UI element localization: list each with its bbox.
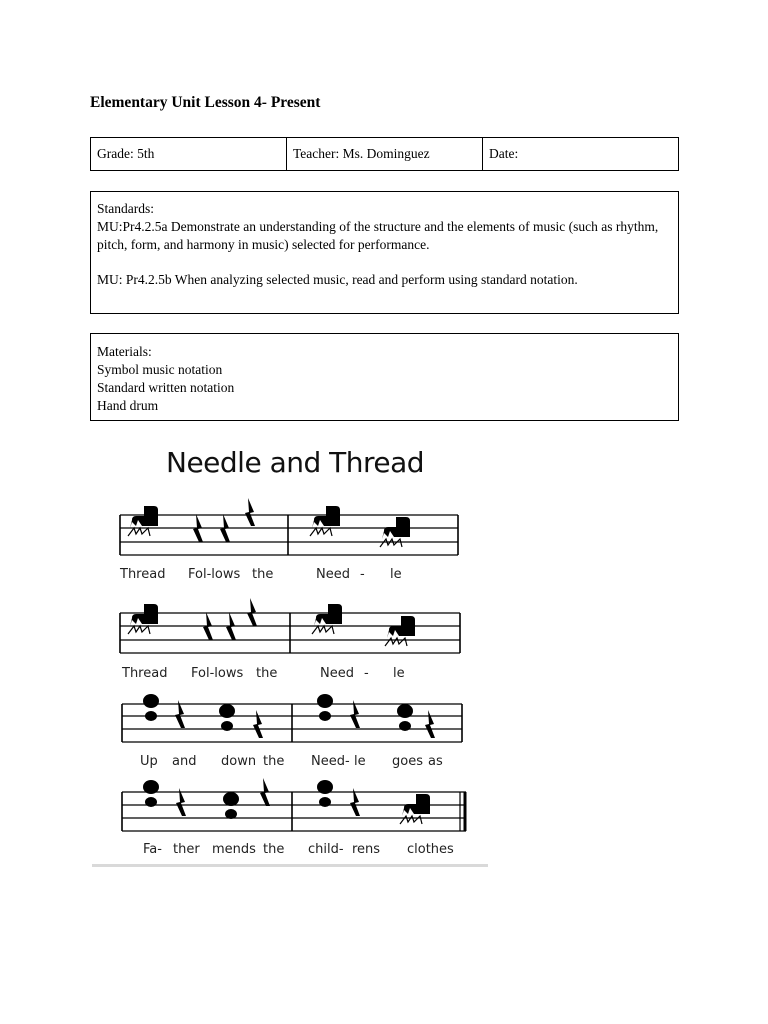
footprint-icon [397,704,413,731]
lyric-word: Need [316,567,350,582]
lyric-word: - [360,567,365,582]
lyric-word: clothes [407,842,454,857]
staff-1 [120,498,458,555]
lyric-word: ther [173,842,200,857]
footprint-icon [143,780,159,807]
tick-icon [253,710,263,738]
footprint-icon [219,704,235,731]
lyric-word: Thread [120,567,166,582]
lyric-word: the [263,754,285,769]
figure-divider [92,864,488,867]
lyric-word: and [172,754,197,769]
material-item: Symbol music notation [97,362,223,377]
lyric-word: the [263,842,285,857]
tick-icon [425,710,435,738]
lyric-word: Fol-lows [191,666,244,681]
lyric-word: le [393,666,405,681]
grade-cell: Grade: 5th [91,138,287,170]
lyric-word: Fa- [143,842,162,857]
boot-icon [128,506,158,536]
materials-heading: Materials: [97,344,152,359]
footprint-icon [317,694,333,721]
boot-icon [385,616,415,646]
lyric-word: down [221,754,257,769]
lyric-word: goes [392,754,423,769]
lyric-word: Fol-lows [188,567,241,582]
standard-item: MU: Pr4.2.5b When analyzing selected music, read and perform using standard notation. [97,272,578,287]
lyric-word: - [364,666,369,681]
tick-icon [247,598,257,626]
boot-icon [312,604,342,634]
song-title: Needle and Thread [166,446,425,479]
material-item: Hand drum [97,398,159,413]
document-title: Elementary Unit Lesson 4- Present [90,94,321,111]
lyric-word: child- [308,842,344,857]
staff-4 [122,778,466,831]
lyric-word: Need- [311,754,350,769]
lyric-word: Thread [122,666,168,681]
staff-3 [122,694,462,742]
boot-icon [310,506,340,536]
staff-2 [120,598,460,653]
standards-heading: Standards: [97,201,154,216]
boot-icon [400,794,430,824]
lyric-word: le [354,754,366,769]
teacher-cell: Teacher: Ms. Dominguez [287,138,483,170]
lyric-word: le [390,567,402,582]
footprint-icon [143,694,159,721]
lyric-word: Need [320,666,354,681]
lyric-word: Up [140,754,158,769]
lyric-word: the [256,666,278,681]
lyric-word: mends [212,842,256,857]
lyric-word: the [252,567,274,582]
footprint-icon [317,780,333,807]
tick-icon [245,498,255,526]
material-item: Standard written notation [97,380,235,395]
standard-item: MU:Pr4.2.5a Demonstrate an understanding of the structure and the elements of music (such as rhythm, pitch, form, and harmony in music) selected for performance. [97,219,659,252]
lyric-word: rens [352,842,381,857]
lyric-word: as [428,754,443,769]
date-cell: Date: [489,146,519,161]
boot-icon [128,604,158,634]
